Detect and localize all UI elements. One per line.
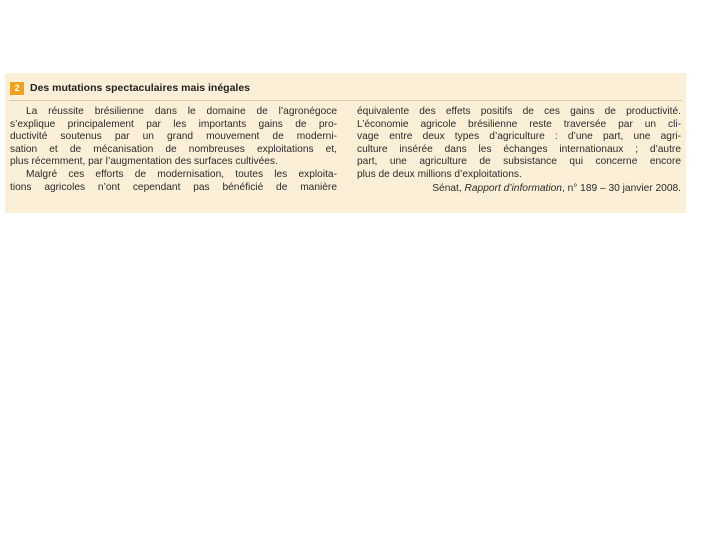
paragraph-line: L’économie agricole brésilienne reste traversée par un cli- [357,118,681,130]
source-citation [357,183,681,196]
paragraph-line: culture insérée dans les échanges internationaux ; d’autre [357,143,681,155]
left-column [10,106,337,194]
document-box [5,73,686,213]
header-divider [9,100,682,101]
document-header [10,81,250,95]
document-number-badge: 2 [10,82,24,95]
paragraph-line: Malgré ces efforts de modernisation, toutes les exploita- [26,168,337,180]
paragraph-line: s’explique principalement par les importants gains de pro- [10,118,337,130]
document-title: Des mutations spectaculaires mais inégales [30,82,251,94]
source-author: Sénat, [432,182,465,194]
paragraph-line: ductivité soutenus par un grand mouvement de moderni- [10,131,337,143]
paragraph-line: vage entre deux types d’agriculture : d’une part, une agri- [357,131,681,143]
paragraph-line: équivalente des effets positifs de ces gains de productivité. [357,106,681,117]
paragraph-line: plus de deux millions d’exploitations. [357,168,522,180]
paragraph-line: plus récemment, par l’augmentation des surfaces cultivées. [10,156,278,168]
source-details: , n° 189 – 30 janvier 2008. [561,182,681,194]
paragraph-line: sation et de mécanisation de nombreuses exploitations et, [10,143,337,155]
source-publication: Rapport d’information [464,182,562,194]
paragraph-line: part, une agriculture de subsistance qui concerne encore [357,156,681,168]
paragraph-line: tions agricoles n’ont cependant pas bénéficié de manière [10,181,337,193]
right-column [357,106,681,195]
paragraph-line: La réussite brésilienne dans le domaine de l’agronégoce [26,106,337,117]
